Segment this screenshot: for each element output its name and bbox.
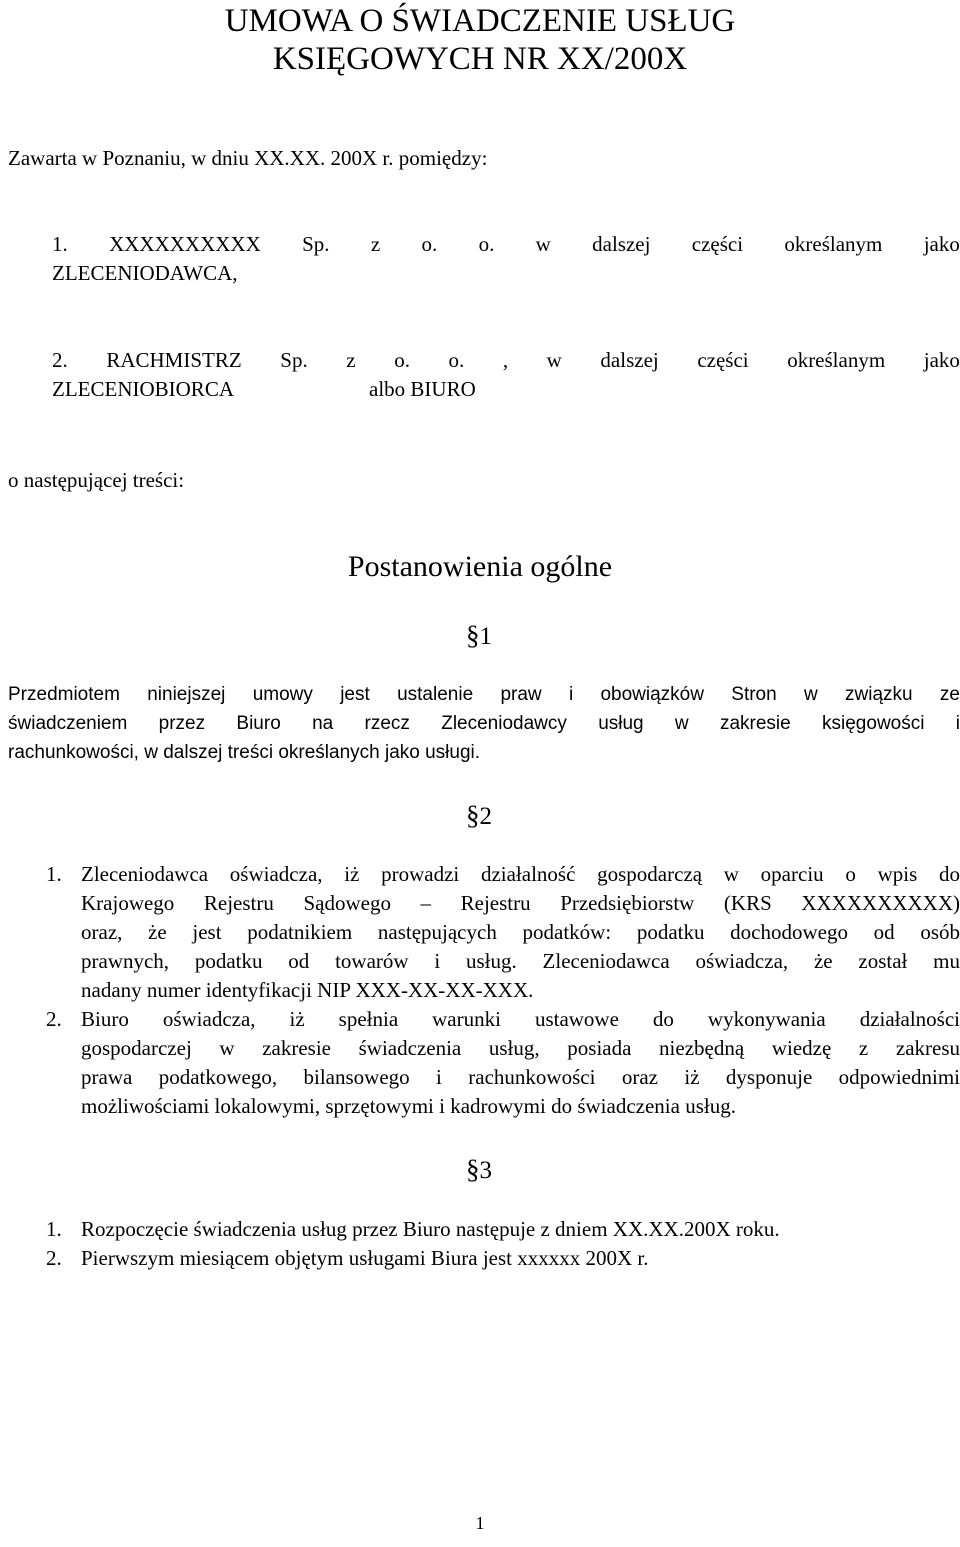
- party-2-word: Sp.: [280, 348, 308, 372]
- paragraph-1-line: Przedmiotem niniejszej umowy jest ustalenie praw i obowiązków Stron w związku ze: [8, 684, 960, 705]
- paragraph-2-mark: [466, 800, 492, 832]
- document-title: [0, 2, 960, 78]
- paragraph-number: 2: [479, 803, 492, 830]
- party-2-word: części: [697, 348, 749, 372]
- paragraph-1-line: rachunkowości, w dalszej treści określanych jako usługi.: [8, 742, 481, 763]
- page-number: 1: [475, 1513, 485, 1533]
- list-item-number: 1.: [46, 862, 62, 886]
- party-2-word: określanym: [787, 348, 886, 372]
- party-1-word: 1.: [52, 232, 68, 256]
- party-2-line-1: [52, 346, 960, 374]
- party-1-word: z: [370, 232, 381, 256]
- list-item-line: Pierwszym miesiącem objętym usługami Biura jest xxxxxx 200X r.: [81, 1246, 649, 1270]
- document-title-line-2: KSIĘGOWYCH NR XX/200X: [272, 41, 688, 77]
- party-1-word: XXXXXXXXXX: [109, 232, 261, 256]
- list-item-line: Krajowego Rejestru Sądowego – Rejestru Przedsiębiorstw (KRS XXXXXXXXXX): [81, 891, 960, 915]
- list-item-line: nadany numer identyfikacji NIP XXX-XX-XX-XXX.: [81, 978, 534, 1002]
- list-item-line: Biuro oświadcza, iż spełnia warunki ustawowe do wykonywania działalności: [81, 1007, 960, 1031]
- party-2-word: dalszej: [600, 348, 659, 372]
- list-item-line: możliwościami lokalowymi, sprzętowymi i kadrowymi do świadczenia usług.: [81, 1094, 736, 1118]
- list-item: [8, 860, 960, 1005]
- list-item-line: Rozpoczęcie świadczenia usług przez Biuro następuje z dniem XX.XX.200X roku.: [81, 1217, 780, 1241]
- list-item-line: gospodarczej w zakresie świadczenia usług, posiada niezbędną wiedzę z zakresu: [81, 1036, 960, 1060]
- section-sign: §: [466, 620, 480, 650]
- party-1-word: dalszej: [592, 232, 651, 256]
- list-item-number: 1.: [46, 1217, 62, 1241]
- paragraph-2-list: [8, 860, 960, 1121]
- party-1-line-1: [52, 230, 960, 258]
- party-2-alias: albo BIURO: [369, 377, 476, 401]
- party-2-word: o.: [448, 348, 465, 372]
- party-1-word: części: [691, 232, 744, 256]
- party-2-role: ZLECENIOBIORCA: [52, 377, 234, 401]
- content-intro: o następującej treści:: [8, 468, 185, 492]
- list-item-line: prawnych, podatku od towarów i usług. Zleceniodawca oświadcza, że został mu: [81, 949, 960, 973]
- list-item-number: 2.: [46, 1007, 62, 1031]
- contract-intro: Zawarta w Poznaniu, w dniu XX.XX. 200X r. pomiędzy:: [8, 146, 488, 170]
- party-1-word: o.: [478, 232, 495, 256]
- paragraph-3-mark: [466, 1154, 492, 1186]
- party-1-word: w: [535, 232, 551, 256]
- list-item-line: oraz, że jest podatnikiem następujących podatków: podatku dochodowego od osób: [81, 920, 960, 944]
- paragraph-number: 3: [479, 1157, 492, 1184]
- paragraph-number: 1: [479, 623, 492, 650]
- section-sign: §: [466, 1154, 480, 1184]
- party-1-line-2: ZLECENIODAWCA,: [52, 261, 238, 285]
- list-item: [8, 1244, 960, 1273]
- list-item: [8, 1005, 960, 1121]
- section-heading: Postanowienia ogólne: [347, 550, 613, 583]
- paragraph-1-line: świadczeniem przez Biuro na rzecz Zleceniodawcy usług w zakresie księgowości i: [8, 713, 960, 734]
- party-2-word: o.: [394, 348, 410, 372]
- party-2-word: z: [346, 348, 356, 372]
- section-sign: §: [466, 800, 480, 830]
- list-item-line: prawa podatkowego, bilansowego i rachunkowości oraz iż dysponuje odpowiednimi: [81, 1065, 960, 1089]
- paragraph-1-mark: [466, 620, 492, 652]
- party-2-word: jako: [923, 348, 960, 372]
- party-2-word: w: [546, 348, 562, 372]
- party-1-word: jako: [923, 232, 960, 256]
- party-1-word: o.: [421, 232, 438, 256]
- party-2-word: 2.: [52, 348, 68, 372]
- party-2-word: ,: [502, 348, 509, 372]
- document-title-line-1: UMOWA O ŚWIADCZENIE USŁUG: [224, 3, 736, 39]
- paragraph-1-text: [8, 680, 960, 767]
- party-2-word: RACHMISTRZ: [106, 348, 242, 372]
- list-item-line: Zleceniodawca oświadcza, iż prowadzi działalność gospodarczą w oparciu o wpis do: [81, 862, 960, 886]
- party-1-word: Sp.: [302, 232, 330, 256]
- list-item-number: 2.: [46, 1246, 62, 1270]
- paragraph-3-list: [8, 1215, 960, 1273]
- list-item: [8, 1215, 960, 1244]
- party-1-word: określanym: [784, 232, 883, 256]
